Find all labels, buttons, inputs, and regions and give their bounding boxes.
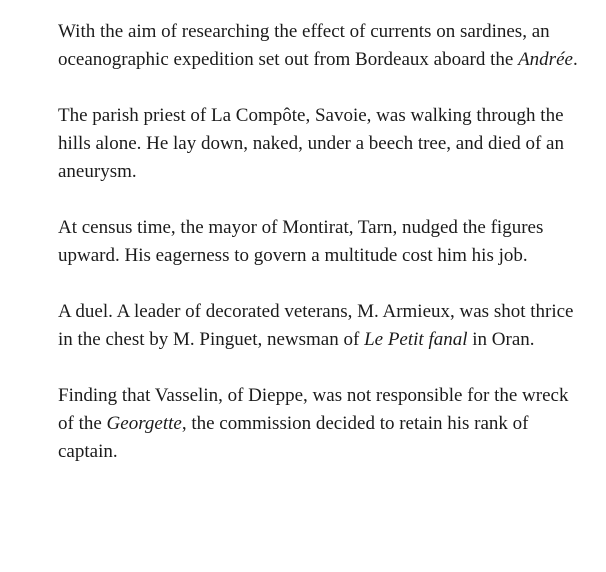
paragraph-priest bbox=[58, 102, 578, 186]
text-run: The parish priest of La Compôte, Savoie, was walking through the hills alone. He lay down, naked, under a beech tree, and died of an aneurysm. bbox=[58, 105, 564, 182]
ship-name: Georgette bbox=[106, 413, 182, 434]
paragraph-mayor bbox=[58, 214, 578, 270]
text-run: , the commission decided to retain his rank of captain. bbox=[58, 413, 529, 462]
text-run: in Oran. bbox=[467, 329, 535, 350]
text-run: . bbox=[572, 49, 578, 70]
paragraph-duel bbox=[58, 298, 578, 354]
text-run: With the aim of researching the effect of currents on sardines, an oceanographic expedition set out from Bordeaux aboard the bbox=[58, 21, 550, 70]
newspaper-name: Le Petit fanal bbox=[364, 329, 468, 350]
paragraph-wreck bbox=[58, 382, 578, 466]
text-run: At census time, the mayor of Montirat, Tarn, nudged the figures upward. His eagerness to govern a multitude cost him his job. bbox=[58, 217, 544, 266]
text-run: Finding that Vasselin, of Dieppe, was not responsible for the wreck of the bbox=[58, 385, 569, 434]
text-run: A duel. A leader of decorated veterans, M. Armieux, was shot thrice in the chest by M. Pinguet, newsman of bbox=[58, 301, 574, 350]
paragraph-expedition bbox=[58, 18, 578, 74]
document-body bbox=[58, 18, 578, 466]
ship-name: Andrée bbox=[518, 49, 573, 70]
